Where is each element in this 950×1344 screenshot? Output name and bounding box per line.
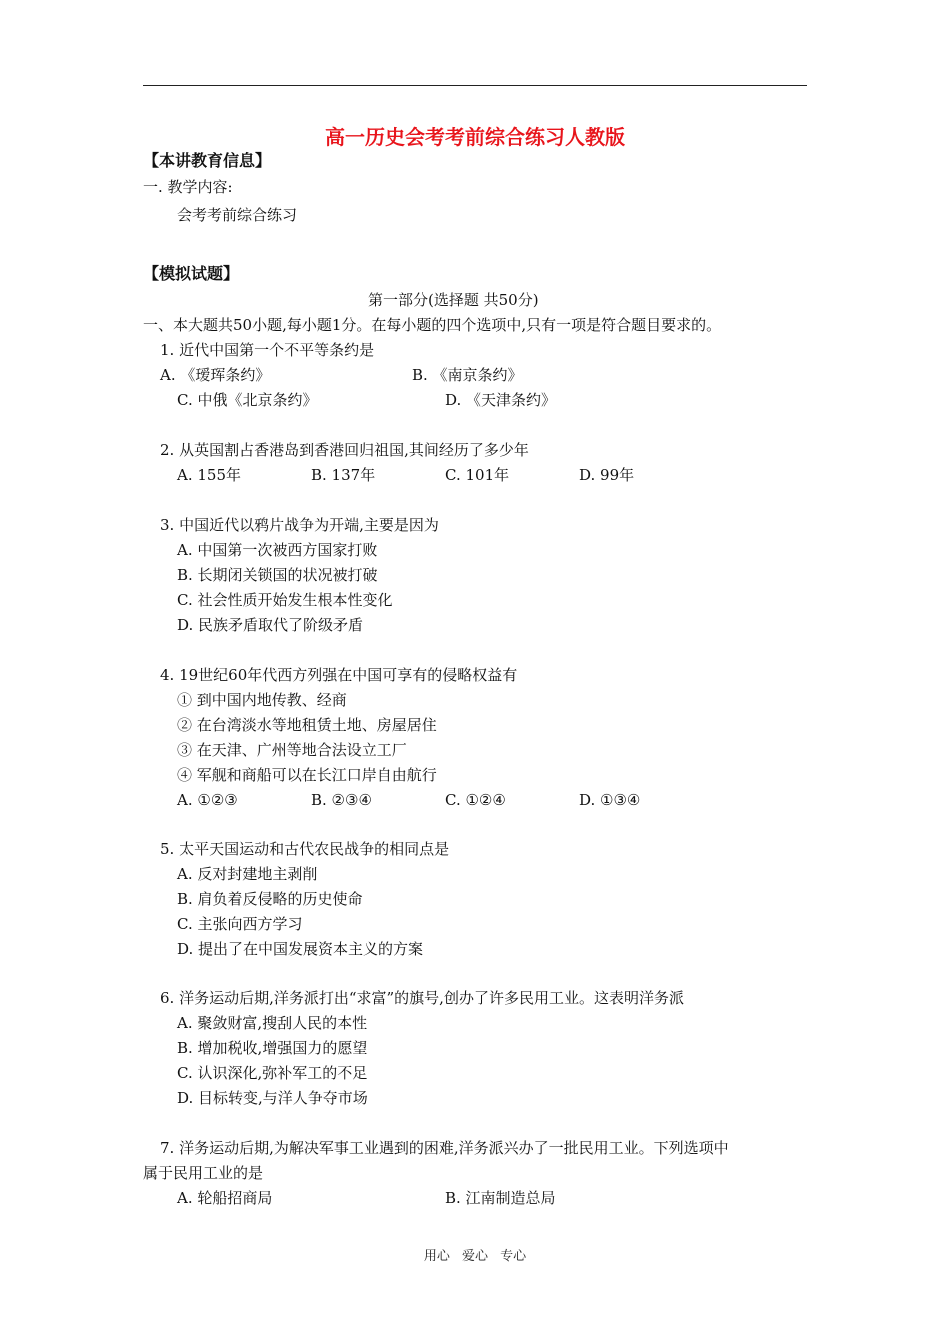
q1-option-a: A. 《瑷珲条约》	[160, 366, 271, 384]
q4-option-a: A. ①②③	[177, 791, 238, 809]
content-text: 会考考前综合练习	[177, 206, 298, 224]
q2-option-c: C. 101年	[445, 466, 510, 484]
instruction-text: 一、本大题共50小题,每小题1分。在每小题的四个选项中,只有一项是符合题目要求的。	[143, 316, 722, 334]
q5-option-a: A. 反对封建地主剥削	[177, 865, 318, 883]
q4-option-c: C. ①②④	[445, 791, 506, 809]
q1-option-d: D. 《天津条约》	[445, 391, 557, 409]
q3-option-c: C. 社会性质开始发生根本性变化	[177, 591, 393, 609]
q3-option-b: B. 长期闭关锁国的状况被打破	[177, 566, 378, 584]
q4-item-3: ③ 在天津、广州等地合法设立工厂	[177, 741, 407, 759]
header-rule	[143, 85, 807, 86]
q5-option-d: D. 提出了在中国发展资本主义的方案	[177, 940, 424, 958]
q5-stem: 5. 太平天国运动和古代农民战争的相同点是	[160, 840, 450, 858]
q4-item-1: ① 到中国内地传教、经商	[177, 691, 347, 709]
q6-option-c: C. 认识深化,弥补军工的不足	[177, 1064, 368, 1082]
section-heading-test: 【模拟试题】	[143, 264, 240, 283]
document-title: 高一历史会考考前综合练习人教版	[325, 125, 625, 149]
q6-option-d: D. 目标转变,与洋人争夺市场	[177, 1089, 368, 1107]
q2-stem: 2. 从英国割占香港岛到香港回归祖国,其间经历了多少年	[160, 441, 529, 459]
q4-item-4: ④ 军舰和商船可以在长江口岸自由航行	[177, 766, 437, 784]
q2-option-d: D. 99年	[579, 466, 635, 484]
q5-option-c: C. 主张向西方学习	[177, 915, 303, 933]
q7-stem-line2: 属于民用工业的是	[143, 1164, 264, 1182]
q3-option-d: D. 民族矛盾取代了阶级矛盾	[177, 616, 364, 634]
q2-option-b: B. 137年	[311, 466, 376, 484]
content-label: 一. 教学内容:	[143, 178, 233, 196]
q6-option-a: A. 聚敛财富,搜刮人民的本性	[177, 1014, 368, 1032]
q3-stem: 3. 中国近代以鸦片战争为开端,主要是因为	[160, 516, 439, 534]
q4-stem: 4. 19世纪60年代西方列强在中国可享有的侵略权益有	[160, 666, 518, 684]
q7-stem-line1: 7. 洋务运动后期,为解决军事工业遇到的困难,洋务派兴办了一批民用工业。下列选项中	[160, 1139, 729, 1157]
q2-option-a: A. 155年	[177, 466, 241, 484]
page-footer: 用心 爱心 专心	[423, 1249, 527, 1264]
q5-option-b: B. 肩负着反侵略的历史使命	[177, 890, 363, 908]
q1-stem: 1. 近代中国第一个不平等条约是	[160, 341, 375, 359]
q7-option-b: B. 江南制造总局	[445, 1189, 556, 1207]
part-heading: 第一部分(选择题 共50分)	[368, 291, 539, 309]
q4-option-d: D. ①③④	[579, 791, 641, 809]
q1-option-b: B. 《南京条约》	[412, 366, 523, 384]
q4-option-b: B. ②③④	[311, 791, 372, 809]
q7-option-a: A. 轮船招商局	[177, 1189, 273, 1207]
q1-option-c: C. 中俄《北京条约》	[177, 391, 318, 409]
q6-option-b: B. 增加税收,增强国力的愿望	[177, 1039, 368, 1057]
section-heading-info: 【本讲教育信息】	[143, 151, 272, 170]
q4-item-2: ② 在台湾淡水等地租赁土地、房屋居住	[177, 716, 437, 734]
q6-stem: 6. 洋务运动后期,洋务派打出“求富”的旗号,创办了许多民用工业。这表明洋务派	[160, 989, 684, 1007]
q3-option-a: A. 中国第一次被西方国家打败	[177, 541, 378, 559]
